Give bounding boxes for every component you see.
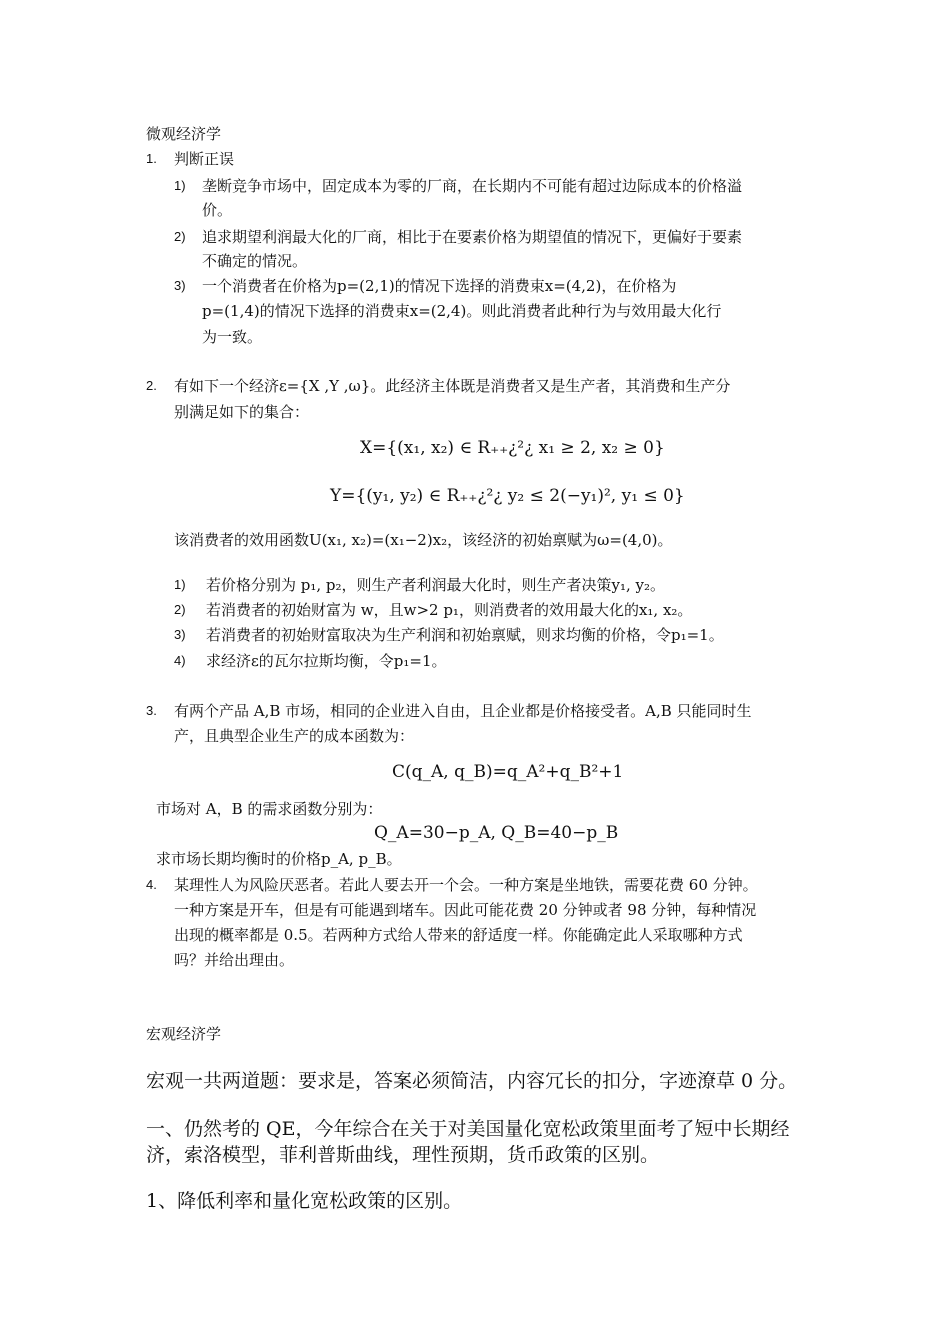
q1-item3-line2: p=(1,4)的情况下选择的消费束x=(2,4)。则此消费者此种行为与效用最大化行 xyxy=(202,302,722,320)
q4-line4: 吗？并给出理由。 xyxy=(174,951,295,969)
q4-number: 4. xyxy=(146,877,157,892)
q2-consumption-set: X={(x₁, x₂) ∈ R₊₊¿²¿ x₁ ≥ 2, x₂ ≥ 0} xyxy=(360,438,665,458)
q2-item1-number: 1) xyxy=(174,577,186,592)
q3-cost-function: C(q_A, q_B)=q_A²+q_B²+1 xyxy=(392,762,624,782)
q2-item4-number: 4) xyxy=(174,653,186,668)
q2-item3-text: 若消费者的初始财富取决为生产利润和初始禀赋，则求均衡的价格，令p₁=1。 xyxy=(206,626,724,644)
q1-item2-number: 2) xyxy=(174,229,186,244)
macro-intro: 宏观一共两道题：要求是，答案必须简洁，内容冗长的扣分，字迹潦草 0 分。 xyxy=(146,1070,798,1092)
q1-item3-line3: 为一致。 xyxy=(202,328,263,346)
micro-title: 微观经济学 xyxy=(146,125,222,143)
q2-item4-text: 求经济ε的瓦尔拉斯均衡，令p₁=1。 xyxy=(206,652,447,670)
q1-item3-line1: 一个消费者在价格为p=(2,1)的情况下选择的消费束x=(4,2)，在价格为 xyxy=(202,277,677,295)
q1-title: 判断正误 xyxy=(174,150,235,168)
q3-line1: 有两个产品 A,B 市场，相同的企业进入自由，且企业都是价格接受者。A,B 只能同时生 xyxy=(174,702,752,720)
q2-line1: 有如下一个经济ε={X ,Y ,ω}。此经济主体既是消费者又是生产者，其消费和生产分 xyxy=(174,377,731,395)
q2-item1-text: 若价格分别为 p₁, p₂，则生产者利润最大化时，则生产者决策y₁, y₂。 xyxy=(206,576,666,594)
q3-question: 求市场长期均衡时的价格p_A, p_B。 xyxy=(156,850,402,868)
q1-item2-line2: 不确定的情况。 xyxy=(202,252,308,270)
q2-utility-endowment: 该消费者的效用函数U(x₁, x₂)=(x₁−2)x₂，该经济的初始禀赋为ω=(4,0)。 xyxy=(174,531,673,549)
macro-subquestion-1: 1、降低利率和量化宽松政策的区别。 xyxy=(146,1190,463,1212)
q2-production-set: Y={(y₁, y₂) ∈ R₊₊¿²¿ y₂ ≤ 2(−y₁)², y₁ ≤ 0} xyxy=(330,486,685,506)
q3-number: 3. xyxy=(146,703,157,718)
q1-item1-number: 1) xyxy=(174,178,186,193)
macro-title: 宏观经济学 xyxy=(146,1025,222,1043)
q4-line2: 一种方案是开车，但是有可能遇到堵车。因此可能花费 20 分钟或者 98 分钟，每种情况 xyxy=(174,901,757,919)
q2-item2-number: 2) xyxy=(174,602,186,617)
q3-demand-functions: Q_A=30−p_A, Q_B=40−p_B xyxy=(374,823,619,843)
q2-item3-number: 3) xyxy=(174,627,186,642)
q3-demand-intro: 市场对 A，B 的需求函数分别为： xyxy=(156,800,383,818)
macro-q1-line2: 济，索洛模型，菲利普斯曲线，理性预期，货币政策的区别。 xyxy=(146,1144,660,1166)
q1-number: 1. xyxy=(146,151,157,166)
q2-line2: 别满足如下的集合： xyxy=(174,403,310,421)
q1-item1-line1: 垄断竞争市场中，固定成本为零的厂商，在长期内不可能有超过边际成本的价格溢 xyxy=(202,177,743,195)
q2-item2-text: 若消费者的初始财富为 w，且w>2 p₁，则消费者的效用最大化的x₁, x₂。 xyxy=(206,601,693,619)
q1-item1-line2: 价。 xyxy=(202,201,233,219)
q2-number: 2. xyxy=(146,378,157,393)
macro-q1-line1: 一、仍然考的 QE，今年综合在关于对美国量化宽松政策里面考了短中长期经 xyxy=(146,1118,790,1140)
q3-line2: 产，且典型企业生产的成本函数为： xyxy=(174,727,415,745)
q1-item3-number: 3) xyxy=(174,278,186,293)
q4-line3: 出现的概率都是 0.5。若两种方式给人带来的舒适度一样。你能确定此人采取哪种方式 xyxy=(174,926,743,944)
q1-item2-line1: 追求期望利润最大化的厂商，相比于在要素价格为期望值的情况下，更偏好于要素 xyxy=(202,228,743,246)
q4-line1: 某理性人为风险厌恶者。若此人要去开一个会。一种方案是坐地铁，需要花费 60 分钟。 xyxy=(174,876,758,894)
